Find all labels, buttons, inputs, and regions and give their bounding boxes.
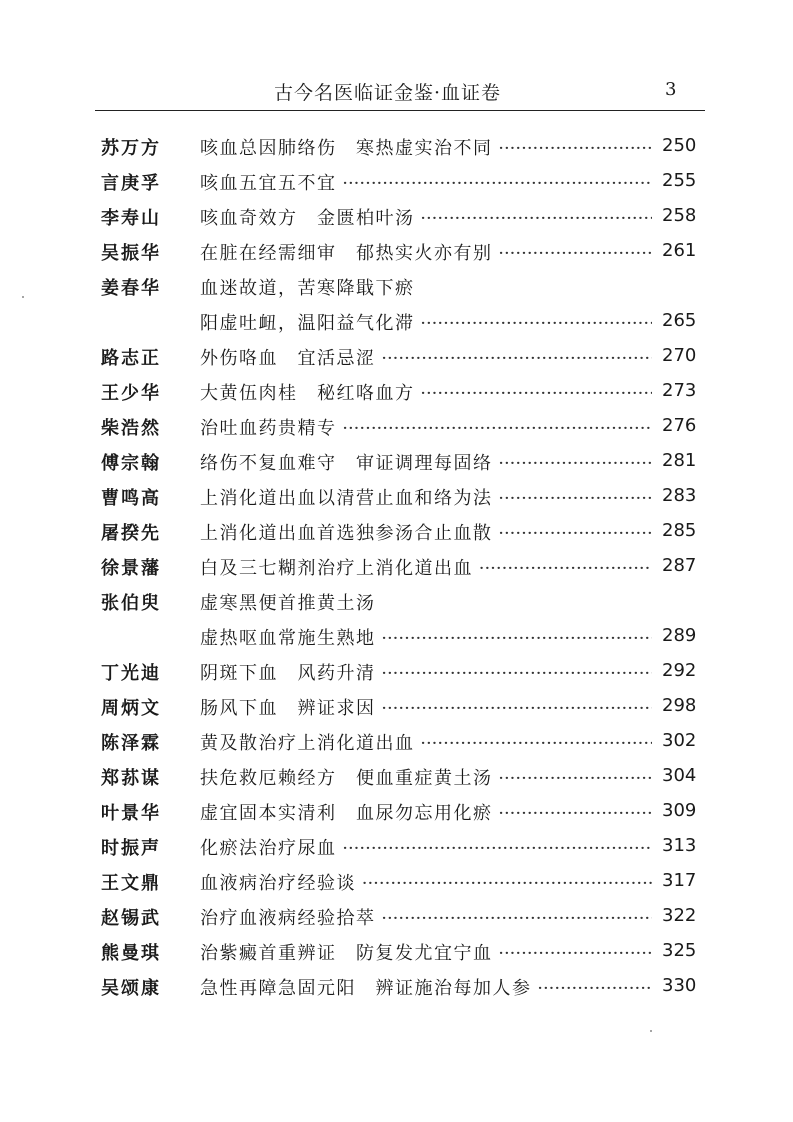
entry-page: 317	[662, 870, 697, 891]
entry-title: 大黄伍肉桂 秘红咯血方 ·····	[200, 379, 652, 405]
toc-entry	[0, 164, 793, 199]
entry-page: 287	[662, 555, 697, 576]
entry-page: 281	[662, 450, 697, 471]
entry-title: 治吐血药贵精专 ·····	[200, 414, 652, 440]
entry-page: 270	[662, 345, 697, 366]
entry-author: 张伯臾	[101, 593, 161, 614]
entry-title: 咳血奇效方 金匮柏叶汤 ·····	[200, 204, 652, 230]
toc-entry	[0, 374, 793, 409]
toc-entry	[0, 199, 793, 234]
entry-author: 屠揆先	[101, 523, 161, 544]
toc-entry	[0, 654, 793, 689]
toc-entry	[0, 304, 793, 339]
entry-author: 李寿山	[101, 208, 161, 229]
entry-author: 丁光迪	[101, 663, 161, 684]
toc-entry	[0, 514, 793, 549]
entry-author: 柴浩然	[101, 418, 161, 439]
entry-page: 285	[662, 520, 697, 541]
entry-author: 周炳文	[101, 698, 161, 719]
header-rule	[95, 110, 705, 111]
entry-author: 傅宗翰	[101, 453, 161, 474]
entry-title: 急性再障急固元阳 辨证施治每加人参 ·····	[200, 974, 652, 1000]
entry-page: 289	[662, 625, 697, 646]
entry-page: 276	[662, 415, 697, 436]
entry-author: 吴颂康	[101, 978, 161, 999]
toc-entry	[0, 479, 793, 514]
entry-author: 赵锡武	[101, 908, 161, 929]
toc-entry	[0, 129, 793, 164]
toc-entry	[0, 724, 793, 759]
toc-entry	[0, 339, 793, 374]
entry-title: 虚热呕血常施生熟地 ·····	[200, 624, 652, 650]
entry-title: 虚寒黑便首推黄土汤	[200, 593, 376, 614]
entry-author: 吴振华	[101, 243, 161, 264]
toc-entry	[0, 794, 793, 829]
book-title: 古今名医临证金鉴·血证卷	[274, 82, 502, 104]
entry-author: 徐景藩	[101, 558, 161, 579]
entry-page: 325	[662, 940, 697, 961]
entry-title: 治紫癜首重辨证 防复发尤宜宁血 ·····	[200, 939, 652, 965]
entry-author: 路志正	[101, 348, 161, 369]
entry-author: 王文鼎	[101, 873, 161, 894]
entry-page: 265	[662, 310, 697, 331]
entry-title: 白及三七糊剂治疗上消化道出血 ·····	[200, 554, 652, 580]
toc-entry	[0, 689, 793, 724]
entry-title: 上消化道出血以清营止血和络为法 ·····	[200, 484, 652, 510]
entry-title: 黄及散治疗上消化道出血 ·····	[200, 729, 652, 755]
entry-page: 313	[662, 835, 697, 856]
entry-author: 叶景华	[101, 803, 161, 824]
entry-page: 302	[662, 730, 697, 751]
toc-entry	[0, 444, 793, 479]
entry-page: 298	[662, 695, 697, 716]
toc-entry	[0, 619, 793, 654]
entry-author: 熊曼琪	[101, 943, 161, 964]
entry-page: 322	[662, 905, 697, 926]
entry-page: 255	[662, 170, 697, 191]
entry-title: 咳血五宜五不宜 ·····	[200, 169, 652, 195]
entry-title: 外伤咯血 宜活忌涩 ·····	[200, 344, 652, 370]
toc-entry	[0, 864, 793, 899]
entry-title: 虚宜固本实清利 血尿勿忘用化瘀 ·····	[200, 799, 652, 825]
running-header	[0, 78, 793, 108]
scan-speck	[22, 296, 24, 298]
toc-entry	[0, 234, 793, 269]
toc-entry	[0, 549, 793, 584]
entry-author: 王少华	[101, 383, 161, 404]
toc-entry	[0, 969, 793, 1004]
toc-entry	[0, 269, 793, 304]
entry-title: 在脏在经需细审 郁热实火亦有别 ·····	[200, 239, 652, 265]
entry-title: 肠风下血 辨证求因 ·····	[200, 694, 652, 720]
entry-title: 阳虚吐衄，温阳益气化滞 ·····	[200, 309, 652, 335]
entry-title: 化瘀法治疗尿血 ·····	[200, 834, 652, 860]
page-number: 3	[665, 79, 677, 100]
entry-title: 阴斑下血 风药升清 ·····	[200, 659, 652, 685]
entry-title: 扶危救厄赖经方 便血重症黄土汤 ·····	[200, 764, 652, 790]
toc-entry	[0, 584, 793, 619]
entry-page: 304	[662, 765, 697, 786]
entry-page: 330	[662, 975, 697, 996]
entry-author: 姜春华	[101, 278, 161, 299]
entry-page: 261	[662, 240, 697, 261]
entry-author: 曹鸣高	[101, 488, 161, 509]
entry-author: 时振声	[101, 838, 161, 859]
entry-author: 郑荪谋	[101, 768, 161, 789]
entry-title: 治疗血液病经验拾萃 ·····	[200, 904, 652, 930]
entry-page: 283	[662, 485, 697, 506]
entry-title: 血迷故道，苦寒降戢下瘀	[200, 278, 415, 299]
toc-entry	[0, 934, 793, 969]
entry-page: 258	[662, 205, 697, 226]
entry-author: 苏万方	[101, 138, 161, 159]
entry-title: 血液病治疗经验谈 ·····	[200, 869, 652, 895]
entry-page: 250	[662, 135, 697, 156]
entry-author: 言庚孚	[101, 173, 161, 194]
entry-title: 咳血总因肺络伤 寒热虚实治不同 ·····	[200, 134, 652, 160]
table-of-contents	[0, 129, 793, 1004]
entry-page: 309	[662, 800, 697, 821]
entry-page: 273	[662, 380, 697, 401]
entry-author: 陈泽霖	[101, 733, 161, 754]
entry-title: 上消化道出血首选独参汤合止血散 ·····	[200, 519, 652, 545]
toc-entry	[0, 409, 793, 444]
toc-entry	[0, 759, 793, 794]
toc-entry	[0, 829, 793, 864]
scan-speck	[650, 1030, 652, 1032]
toc-entry	[0, 899, 793, 934]
entry-page: 292	[662, 660, 697, 681]
entry-title: 络伤不复血难守 审证调理每固络 ·····	[200, 449, 652, 475]
